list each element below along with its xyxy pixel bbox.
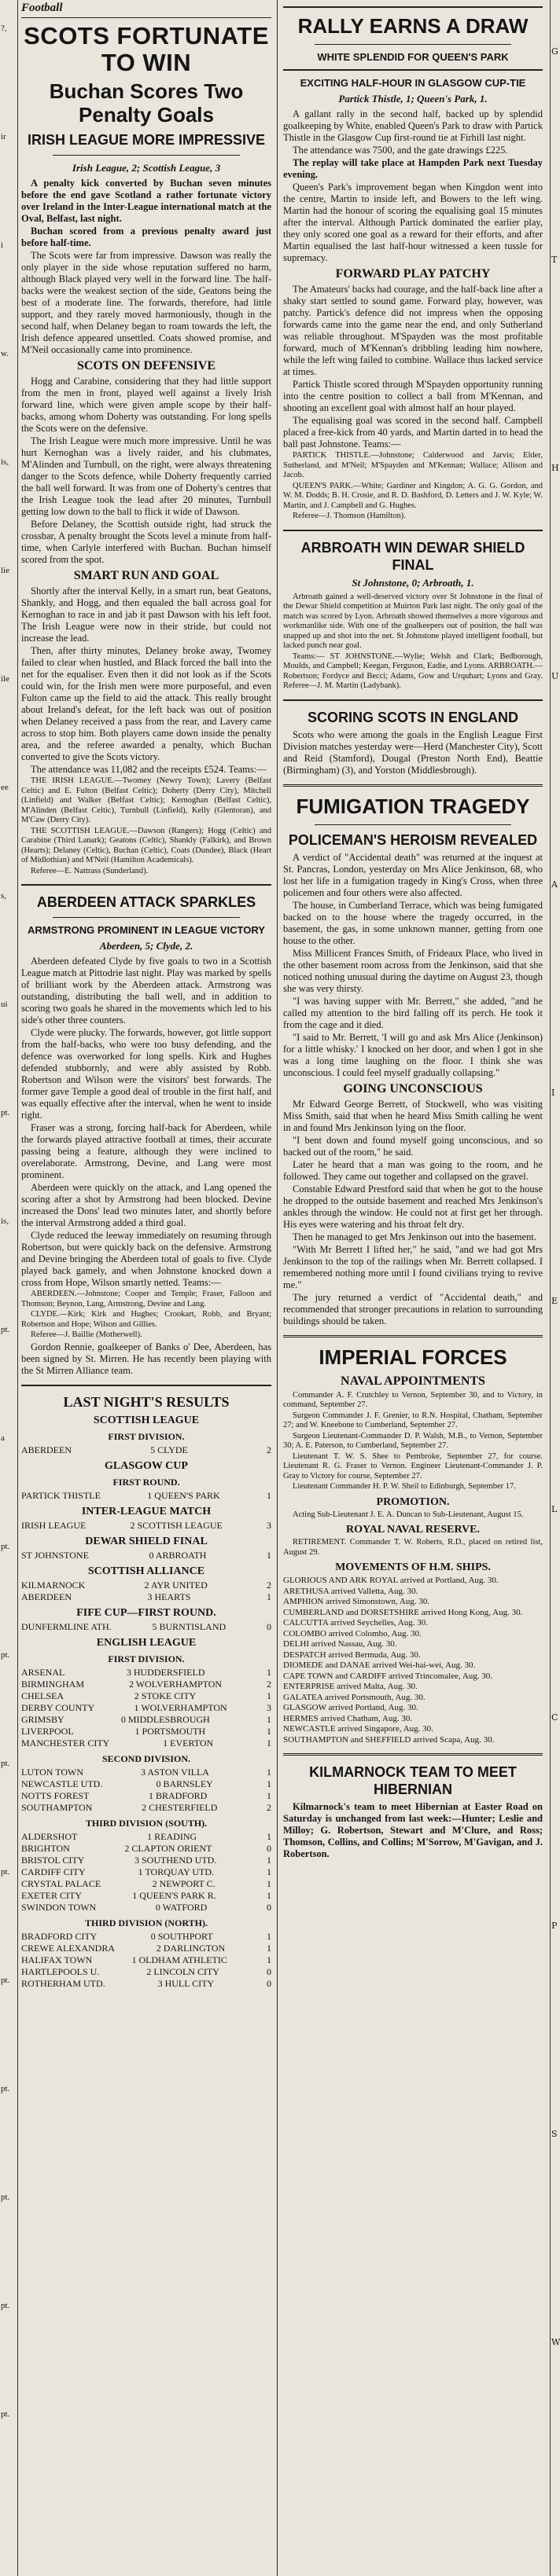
article-kilmarnock xyxy=(283,1763,543,1860)
results-section-heading: SCOTTISH ALLIANCE xyxy=(87,1565,205,1577)
result-row xyxy=(21,1943,271,1954)
home-score-away-team: 2 NEWPORT C. xyxy=(152,1877,216,1889)
ship-movement-item: AMPHION arrived Simonstown, Aug. 30. xyxy=(283,1597,430,1606)
home-score-away-team: 2 WOLVERHAMPTON xyxy=(128,1678,223,1690)
article-paragraph: Kilmarnock's team to meet Hibernian at Easter Road on Saturday is unchanged from last week:—Hunter; Leslie and Milloy; G. Robertson, Stewart and M'Clure, and Ross; Thomson, Collins, and Collins; M'Sorrow, M'Gavigan, and J. Robertson. xyxy=(283,1801,543,1859)
home-score-away-team: 3 HULL CITY xyxy=(157,1977,215,1989)
away-score: 1 xyxy=(266,1854,271,1866)
home-team: CARDIFF CITY xyxy=(21,1866,86,1877)
dateline-rally: Partick Thistle, 1; Queen's Park, 1. xyxy=(338,93,488,105)
edge-text-fragment: pt. xyxy=(1,2193,10,2202)
article-paragraph: Scots who were among the goals in the English League First Division matches yesterday were—Herd (Manchester City), Scott and Reid (Stamford), Dougal (Preston North End), Beattie (Birmingham) (3), and Yorston (Middlesbrough). xyxy=(283,728,543,776)
ship-movement-item: CALCUTTA arrived Seychelles, Aug. 30. xyxy=(283,1618,428,1627)
article-fumigation xyxy=(283,794,543,1327)
home-team: BRADFORD CITY xyxy=(21,1930,98,1942)
edge-text-fragment: pt. xyxy=(1,2301,10,2310)
edge-text-fragment: G xyxy=(551,46,558,57)
right-column xyxy=(283,0,543,2576)
results-division-heading: FIRST ROUND. xyxy=(112,1476,180,1488)
results-division-heading: FIRST DIVISION. xyxy=(108,1653,185,1664)
home-team: BIRMINGHAM xyxy=(21,1678,85,1690)
ship-movement-item: ENTERPRISE arrived Malta, Aug. 30. xyxy=(283,1682,418,1691)
home-team: LIVERPOOL xyxy=(21,1725,74,1737)
result-row xyxy=(21,1954,271,1966)
home-score-away-team: 3 HEARTS xyxy=(147,1591,191,1602)
home-team: BRIGHTON xyxy=(21,1842,70,1854)
article-rally-draw xyxy=(283,6,543,522)
article-paragraph: Partick Thistle scored through M'Spayden opportunity running into the centre position to collect a ball from M'Kennan, and shooting an excellent goal with almost half an hour played. xyxy=(283,379,543,413)
edge-text-fragment: W xyxy=(551,2337,560,2347)
home-score-away-team: 2 LINCOLN CITY xyxy=(146,1965,219,1977)
results-section-heading: ENGLISH LEAGUE xyxy=(96,1636,197,1649)
deck-armstrong: ARMSTRONG PROMINENT IN LEAGUE VICTORY xyxy=(28,924,265,936)
home-team: LUTON TOWN xyxy=(21,1766,83,1778)
home-team: BRISTOL CITY xyxy=(21,1854,85,1866)
home-score-away-team: 1 QUEEN'S PARK xyxy=(147,1489,220,1501)
away-score: 0 xyxy=(267,1620,271,1632)
home-team: HALIFAX TOWN xyxy=(21,1954,93,1965)
result-row xyxy=(21,1878,271,1890)
headline-imperial-forces: IMPERIAL FORCES xyxy=(319,1345,507,1369)
home-team: MANCHESTER CITY xyxy=(21,1737,110,1749)
result-row xyxy=(21,1866,271,1878)
away-score: 1 xyxy=(266,1789,271,1801)
article-arbroath xyxy=(283,539,543,692)
left-page-edge xyxy=(0,0,18,2576)
edge-text-fragment: a xyxy=(1,1433,5,1443)
subhead-buchan-penalties: Buchan Scores Two Penalty Goals xyxy=(49,79,244,127)
edge-text-fragment: L xyxy=(551,1504,558,1514)
article-paragraph: The Amateurs' backs had courage, and the half-back line after a shaky start settled to sound game. Forward play, however, was patchy. Partick's defence did not impress when the opposing forwards came into the game near the end, and only Sutherland was reliable throughout. M'Spayden was the most profitable forward, much of M'Kennan's dribbling leading him nowhere, while the left wing failed to combine. Wallace thus lacked service at times. xyxy=(283,284,543,377)
results-section-heading: SCOTTISH LEAGUE xyxy=(93,1414,200,1426)
results-division-heading: THIRD DIVISION (SOUTH). xyxy=(85,1817,208,1829)
section-divider xyxy=(21,884,271,886)
away-score: 0 xyxy=(267,1965,271,1977)
team-listing: QUEEN'S PARK.—White; Gardiner and Kingdon; A. G. G. Gordon, and W. M. Dodds; B. H. Crosie, and R. D. Bashford, D. Letters and J. W. Kyle; W. Martin, and J. Campbell and G. Hughes. xyxy=(283,481,543,510)
article-paragraph: The house, in Cumberland Terrace, which was being fumigated backed on to the house where the tragedy occurred, in the basement, the gas, in some unknown manner, getting from one house to the other. xyxy=(283,899,543,946)
results-division-heading: THIRD DIVISION (NORTH). xyxy=(85,1917,208,1928)
away-score: 1 xyxy=(266,1591,271,1602)
home-score-away-team: 1 EVERTON xyxy=(163,1737,214,1749)
result-row xyxy=(21,1550,271,1561)
away-score: 1 xyxy=(266,1713,271,1725)
crosshead-naval-appointments: NAVAL APPOINTMENTS xyxy=(341,1374,485,1388)
edge-text-fragment: pt. xyxy=(1,1542,10,1551)
deck-policeman-heroism: POLICEMAN'S HEROISM REVEALED xyxy=(288,831,538,848)
team-listing: CLYDE.—Kirk; Kirk and Hughes; Crookart, Robb, and Bryant; Robertson and Hope; Wilson and Gillies. xyxy=(21,1310,271,1329)
article-aberdeen xyxy=(21,894,271,1377)
away-score: 1 xyxy=(266,1866,271,1877)
result-row xyxy=(21,1778,271,1790)
home-score-away-team: 0 BARNSLEY xyxy=(156,1778,213,1789)
article-paragraph: The jury returned a verdict of "Accidental death," and recommended that stronger precautions in relation to surrounding buildings should be taken. xyxy=(283,1291,543,1327)
away-score: 1 xyxy=(267,1737,271,1749)
home-score-away-team: 1 QUEEN'S PARK R. xyxy=(132,1889,216,1901)
edge-text-fragment: ee xyxy=(1,783,9,792)
away-score: 2 xyxy=(266,1678,271,1690)
edge-text-fragment: pt. xyxy=(1,1650,10,1660)
results-division-heading: SECOND DIVISION. xyxy=(101,1752,191,1764)
edge-text-fragment: ?, xyxy=(1,24,7,33)
results-section-heading: FIFE CUP—FIRST ROUND. xyxy=(76,1606,216,1619)
article-paragraph: The Scots were far from impressive. Dawson was really the only player in the side whose reputation suffered no harm, although Black played very well in the forward line. The half-backs were the weakest section of the side, Geatons being the best of a moderate line. The forwards, therefore, had little support, and they rarely moved harmoniously, though in the second half, when Delaney began to roam towards the left, the Irish defence appeared unsettled. Coats showed promise, and M'Neil occasionally came into prominence. xyxy=(21,250,271,355)
away-score: 3 xyxy=(266,1701,271,1713)
home-team: CREWE ALEXANDRA xyxy=(21,1942,115,1954)
right-page-edge xyxy=(550,0,559,2576)
home-score-away-team: 2 DARLINGTON xyxy=(156,1942,226,1954)
result-row xyxy=(21,1714,271,1726)
results-title: LAST NIGHT'S RESULTS xyxy=(63,1393,230,1410)
edge-text-fragment: H xyxy=(551,463,559,473)
home-team: GRIMSBY xyxy=(21,1713,64,1725)
referee-line: Referee—J. Thomson (Hamilton). xyxy=(293,512,406,520)
away-score: 2 xyxy=(266,1444,271,1455)
article-paragraph: Constable Edward Prestford said that when he got to the house he dropped to the outside basement and reached Mrs Jenkinson's ankles through the window. He could not at first get her through. His eyes were watering and his throat felt dry. xyxy=(283,1183,543,1230)
away-score: 1 xyxy=(266,1690,271,1701)
edge-text-fragment: ile xyxy=(1,674,9,684)
edge-text-fragment: pt. xyxy=(1,1108,10,1117)
article-paragraph: Queen's Park's improvement began when Kingdon went into the centre, Martin to inside left, and Bowers to the left wing. Martin had the honour of scoring the equalising goal 15 minutes after the interval. Although Partick dominated the earlier play, they only scored one goal as a reward for their efforts, and after Martin equalised the last half-hour witnessed a keen tussle for supremacy. xyxy=(283,182,543,263)
article-paragraph: The equalising goal was scored in the second half. Campbell placed a free-kick from 40 yards, and Martin darted in to head the ball past Johnstone. Teams:— xyxy=(283,415,543,450)
subhead-exciting-half-hour: EXCITING HALF-HOUR IN GLASGOW CUP-TIE xyxy=(300,77,526,89)
crosshead-promotion: PROMOTION. xyxy=(376,1495,450,1508)
edge-text-fragment: S xyxy=(551,2129,558,2139)
ship-movement-item: SOUTHAMPTON and SHEFFIELD arrived Scapa, Aug. 30. xyxy=(283,1734,495,1745)
results-table xyxy=(21,1394,271,1990)
crosshead-movements: MOVEMENTS OF H.M. SHIPS. xyxy=(335,1561,491,1573)
home-score-away-team: 0 MIDDLESBROUGH xyxy=(120,1713,210,1725)
away-score: 2 xyxy=(266,1579,271,1591)
headline-scots-fortunate: SCOTS FORTUNATE TO WIN xyxy=(24,22,269,76)
edge-text-fragment: C xyxy=(551,1712,558,1723)
edge-text-fragment: ir xyxy=(1,132,6,141)
crosshead-scots-defensive: SCOTS ON DEFENSIVE xyxy=(76,359,216,372)
edge-text-fragment: pt. xyxy=(1,1325,10,1334)
edge-text-fragment: pt. xyxy=(1,1867,10,1877)
home-score-away-team: 1 TORQUAY UTD. xyxy=(138,1866,215,1877)
edge-text-fragment: T xyxy=(551,255,558,265)
home-team: CHELSEA xyxy=(21,1690,64,1701)
home-score-away-team: 2 CLAPTON ORIENT xyxy=(124,1842,212,1854)
home-team: NOTTS FOREST xyxy=(21,1789,90,1801)
divider xyxy=(315,824,511,825)
article-paragraph: Surgeon Commander J. F. Grenier, to R.N. Hospital, Chatham, September 27; and W. Kneebone to Cumberland, September 27. xyxy=(283,1411,543,1429)
away-score: 2 xyxy=(267,1801,271,1813)
crosshead-going-unconscious: GOING UNCONSCIOUS xyxy=(343,1081,483,1095)
article-paragraph: Buchan scored from a previous penalty award just before half-time. xyxy=(21,226,271,248)
home-score-away-team: 0 WATFORD xyxy=(155,1901,208,1913)
edge-text-fragment: s, xyxy=(1,891,7,901)
edge-text-fragment: is, xyxy=(1,1216,9,1226)
article-paragraph: The attendance was 7500, and the gate drawings £225. xyxy=(293,145,508,156)
home-team: NEWCASTLE UTD. xyxy=(21,1778,103,1789)
edge-text-fragment: pt. xyxy=(1,2084,10,2093)
team-listing: Teams:— ST JOHNSTONE.—Wylie; Welsh and Clark; Bedborough, Moulds, and Campbell; Keegan, Ferguson, Eadie, and Lyons. ARBROATH.—Robertson; Fordyce and Becci; Adams, Gow and Urquhart; Lyons and Gray. Referee—J. M. Martin (Ladybank). xyxy=(283,651,543,690)
article-paragraph: The replay will take place at Hampden Park next Tuesday evening. xyxy=(283,157,543,180)
headline-rally-draw: RALLY EARNS A DRAW xyxy=(297,14,529,38)
ship-movement-item: DIOMEDE and DANAE arrived Wei-hai-wei, Aug. 30. xyxy=(283,1660,476,1670)
article-paragraph: Lieutenant Commander H. P. W. Sheil to Edinburgh, September 17. xyxy=(293,1482,516,1491)
article-paragraph: Later he heard that a man was going to the room, and he followed. They came out together and collapsed on the gravel. xyxy=(283,1158,543,1182)
home-team: ABERDEEN xyxy=(21,1591,72,1602)
headline-aberdeen: ABERDEEN ATTACK SPARKLES xyxy=(36,894,256,910)
ship-movement-item: HERMES arrived Chatham, Aug. 30. xyxy=(283,1713,413,1723)
dateline-aberdeen: Aberdeen, 5; Clyde, 2. xyxy=(99,940,193,952)
article-paragraph: Hogg and Carabine, considering that they had little support from the men in front, played well against a lively Irish forward line, which were given ample scope by their half-backs, among whom Doherty was outstanding. For long spells the Scots were on the defensive. xyxy=(21,376,271,434)
home-score-away-team: 1 WOLVERHAMPTON xyxy=(134,1701,227,1713)
home-score-away-team: 0 SOUTHPORT xyxy=(150,1930,213,1942)
article-paragraph: Before Delaney, the Scottish outside right, had struck the crossbar, A penalty brought the Scots level a minute from half-time, when Carlyle interfered with Buchan. Buchan himself scored from the spot. xyxy=(21,519,271,565)
home-score-away-team: 0 ARBROATH xyxy=(149,1549,207,1561)
team-listing: THE IRISH LEAGUE.—Twomey (Newry Town); Lavery (Belfast Celtic) and E. Fulton (Belfast Celtic); Doherty (Derry City), Mitchell (Linfield) and Walker (Belfast Celtic); Kernoghan (Belfast Celtic), M'Alinden (Belfast Celtic), Turnbull (Linfield), Kelly (Glentoran), and M'Caw (Derry City). xyxy=(21,776,271,824)
article-paragraph: Miss Millicent Frances Smith, of Frideaux Place, who lived in the other basement room across from the Jenkinson, said that she noticed nothing unusual during the daytime on August 23, though she was very thirsty. xyxy=(283,947,543,994)
edge-text-fragment: pt. xyxy=(1,1976,10,1985)
result-row xyxy=(21,1843,271,1855)
home-team: IRISH LEAGUE xyxy=(21,1519,87,1531)
away-score: 1 xyxy=(267,1889,271,1901)
home-team: SWINDON TOWN xyxy=(21,1901,97,1913)
article-paragraph: Gordon Rennie, goalkeeper of Banks o' Dee, Aberdeen, has been signed by St. Mirren. He has recently been playing with the St Mirren Alliance team. xyxy=(21,1341,271,1376)
away-score: 1 xyxy=(267,1830,271,1842)
home-score-away-team: 2 SCOTTISH LEAGUE xyxy=(130,1519,223,1531)
result-row xyxy=(21,1679,271,1690)
result-row xyxy=(21,1444,271,1456)
result-row xyxy=(21,1790,271,1802)
home-team: SOUTHAMPTON xyxy=(21,1801,93,1813)
edge-text-fragment: i xyxy=(1,240,4,250)
headline-kilmarnock: KILMARNOCK TEAM TO MEET HIBERNIAN xyxy=(309,1764,517,1797)
home-score-away-team: 5 BURNTISLAND xyxy=(152,1620,227,1632)
article-paragraph: A penalty kick converted by Buchan seven minutes before the end gave Scotland a rather fortunate victory over Ireland in the Inter-League international match at the Oval, Belfast, last night. xyxy=(21,178,271,224)
ship-movement-item: DELHI arrived Nassau, Aug. 30. xyxy=(283,1639,397,1649)
result-row xyxy=(21,1667,271,1679)
edge-text-fragment: is, xyxy=(1,457,9,467)
home-score-away-team: 1 OLDHAM ATHLETIC xyxy=(131,1954,227,1965)
home-team: ABERDEEN xyxy=(21,1444,72,1455)
result-row xyxy=(21,1520,271,1532)
headline-scoring-scots: SCORING SCOTS IN ENGLAND xyxy=(307,709,518,725)
ship-movement-item: DESPATCH arrived Bermuda, Aug. 30. xyxy=(283,1649,421,1660)
results-section-heading: GLASGOW CUP xyxy=(105,1459,188,1472)
away-score: 1 xyxy=(266,1725,271,1737)
result-row xyxy=(21,1738,271,1749)
dateline-scots: Irish League, 2; Scottish League, 3 xyxy=(72,162,221,174)
home-score-away-team: 3 HUDDERSFIELD xyxy=(126,1666,205,1678)
home-score-away-team: 1 BRADFORD xyxy=(148,1789,208,1801)
section-label: Football xyxy=(21,0,271,18)
article-paragraph: Aberdeen were quickly on the attack, and Lang opened the scoring after a shot by Armstrong had been blocked. Devine increased the Dons' lead two minutes later, and shortly before the interval Armstrong added a third goal. xyxy=(21,1182,271,1228)
edge-text-fragment: U xyxy=(551,671,559,681)
away-score: 0 xyxy=(267,1901,271,1913)
result-row xyxy=(21,1802,271,1814)
rally-headline-box xyxy=(283,6,543,71)
article-scoring-scots xyxy=(283,709,543,776)
home-team: DUNFERMLINE ATH. xyxy=(21,1620,112,1632)
home-team: DERBY COUNTY xyxy=(21,1701,95,1713)
article-paragraph: Arbroath gained a well-deserved victory over St Johnstone in the final of the Dewar Shield competition at Muirton Park last night. The only goal of the match was scored by Lyon. Arbroath showed themselves a more vigorous and workmanlike side. With one of the goalkeepers out of position, the ball was snapped up and shot into the net. St Johnstone played intelligent football, but lacked punch near goal. xyxy=(283,592,543,650)
results-section-heading: DEWAR SHIELD FINAL xyxy=(85,1535,208,1547)
section-divider xyxy=(283,1753,543,1756)
article-paragraph: Clyde reduced the leeway immediately on resuming through Robertson, but were quickly back on the defensive. Armstrong and Devine bringing the Aberdeen total of goals to five. Clyde played back gamely, and when Johnstone knocked down a cross from Hope, Wilson smartly netted. Teams:— xyxy=(21,1230,271,1288)
home-team: ALDERSHOT xyxy=(21,1830,78,1842)
edge-text-fragment: w. xyxy=(1,349,9,358)
results-section-heading: INTER-LEAGUE MATCH xyxy=(81,1505,212,1517)
movements-list xyxy=(283,1576,543,1745)
home-team: KILMARNOCK xyxy=(21,1579,86,1591)
result-row xyxy=(21,1978,271,1990)
edge-text-fragment: A xyxy=(551,879,558,890)
article-paragraph: The attendance was 11,082 and the receipts £524. Teams:— xyxy=(31,764,267,775)
section-divider xyxy=(21,1385,271,1386)
result-row xyxy=(21,1902,271,1914)
ship-movement-item: CAPE TOWN and CARDIFF arrived Trincomalee, Aug. 30. xyxy=(283,1671,493,1681)
away-score: 1 xyxy=(266,1930,271,1942)
home-score-away-team: 1 READING xyxy=(147,1830,197,1842)
ship-movement-item: GLASGOW arrived Portland, Aug. 30. xyxy=(283,1703,418,1712)
team-listing: PARTICK THISTLE.—Johnstone; Calderwood and Jarvis; Elder, Sutherland, and M'Neil; M'Spayden and M'Kennan; Wallace; Allison and Jacob. xyxy=(283,451,543,479)
ship-movement-item: GLORIOUS AND ARK ROYAL arrived at Portland, Aug. 30. xyxy=(283,1576,499,1585)
result-row xyxy=(21,1767,271,1778)
article-paragraph: Clyde were plucky. The forwards, however, got little support from the half-backs, who were too busy defending, and the defence was overworked for long spells. Kirk and Hughes defended stubbornly, and were ably assisted by Robb. Robertson and Wilson were the visitors' best forwards. The former gave Temple a good deal of trouble in the first half, and was equally effective after the interval, when he went to inside right. xyxy=(21,1027,271,1121)
deck-irish-league: IRISH LEAGUE MORE IMPRESSIVE xyxy=(27,132,266,148)
edge-text-fragment: ui xyxy=(1,1000,8,1009)
left-column xyxy=(21,0,271,2576)
section-divider xyxy=(283,530,543,531)
ship-movement-item: COLOMBO arrived Colombo, Aug. 30. xyxy=(283,1628,422,1638)
home-team: ARSENAL xyxy=(21,1666,65,1678)
result-row xyxy=(21,1490,271,1502)
away-score: 0 xyxy=(267,1977,271,1989)
deck-white-splendid: WHITE SPLENDID FOR QUEEN'S PARK xyxy=(317,51,509,63)
section-divider xyxy=(283,1335,543,1338)
article-imperial-forces xyxy=(283,1345,543,1746)
home-team: PARTICK THISTLE xyxy=(21,1489,101,1501)
result-row xyxy=(21,1890,271,1902)
result-row xyxy=(21,1690,271,1702)
result-row xyxy=(21,1702,271,1714)
away-score: 1 xyxy=(266,1549,271,1561)
away-score: 1 xyxy=(266,1942,271,1954)
article-paragraph: Shortly after the interval Kelly, in a smart run, beat Geatons, Shankly, and Hogg, and then equaled the ball across goal for Kernoghan to race in and jab it past Dawson with his left foot. The Irish League were now in their stride, but could not increase the lead. xyxy=(21,585,271,644)
article-paragraph: "With Mr Berrett I lifted her," he said, "and we had got Mrs Jenkinson to the top of the railings when Mr. Berrett collapsed. I remembered nothing more until I found civilians trying to revive me." xyxy=(283,1243,543,1290)
crosshead-royal-naval-reserve: ROYAL NAVAL RESERVE. xyxy=(345,1524,481,1536)
result-row xyxy=(21,1831,271,1843)
away-score: 3 xyxy=(267,1519,271,1531)
home-score-away-team: 2 AYR UNITED xyxy=(144,1579,208,1591)
home-team: HARTLEPOOLS U. xyxy=(21,1965,100,1977)
home-score-away-team: 3 ASTON VILLA xyxy=(141,1766,209,1778)
ship-movement-item: ARETHUSA arrived Valletta, Aug. 30. xyxy=(283,1586,418,1596)
away-score: 1 xyxy=(266,1666,271,1678)
away-score: 1 xyxy=(267,1766,271,1778)
dateline-arbroath: St Johnstone, 0; Arbroath, 1. xyxy=(352,576,474,589)
edge-text-fragment: pt. xyxy=(1,2409,10,2419)
away-score: 1 xyxy=(267,1489,271,1501)
article-paragraph: Acting Sub-Lieutenant J. E. A. Duncan to Sub-Lieutenant, August 15. xyxy=(293,1510,524,1519)
edge-text-fragment: lie xyxy=(1,566,9,575)
home-team: CRYSTAL PALACE xyxy=(21,1877,101,1889)
result-row xyxy=(21,1621,271,1633)
section-divider xyxy=(283,784,543,787)
result-row xyxy=(21,1726,271,1738)
article-paragraph: "I said to Mr. Berrett, 'I will go and ask Mrs Alice (Jenkinson) for a little whisky.' I knocked on her door, and when I got in she was a long time laughing on the floor. I think she was unconscious. I could feel myself gradually collapsing." xyxy=(283,1031,543,1078)
section-divider xyxy=(283,699,543,701)
edge-text-fragment: P xyxy=(551,1921,558,1931)
article-paragraph: Lieutenant T. W. S. Shee to Pembroke, September 27, for course. Lieutenant R. G. Fraser to Vernon. Engineer Lieutenant-Commander J. P. Gray to Victory for course, September 27. xyxy=(283,1451,543,1481)
article-paragraph: RETIREMENT. Commander T. W. Roberts, R.D., placed on retired list, August 29. xyxy=(283,1538,543,1557)
headline-fumigation: FUMIGATION TRAGEDY xyxy=(296,794,530,818)
home-score-away-team: 2 CHESTERFIELD xyxy=(142,1801,218,1813)
edge-text-fragment: E xyxy=(551,1296,558,1306)
article-paragraph: "I was having supper with Mr. Berrett," she added, "and he called my attention to the bird falling off its perch. He took it from the cage and it died. xyxy=(283,995,543,1030)
ship-movement-item: NEWCASTLE arrived Singapore, Aug. 30. xyxy=(283,1724,433,1734)
article-paragraph: Mr Edward George Berrett, of Stockwell, who was visiting Miss Smith, said that when he heard Miss Smith calling he went in and found Mrs Jenkinson lying on the floor. xyxy=(283,1098,543,1133)
headline-arbroath: ARBROATH WIN DEWAR SHIELD FINAL xyxy=(300,539,525,573)
article-paragraph: A gallant rally in the second half, backed up by splendid goalkeeping by White, enabled Queen's Park to draw with Partick Thistle in the Glasgow Cup first-round tie at Firhill last night. xyxy=(283,108,543,143)
article-paragraph: "I bent down and found myself going unconscious, and so backed out of the room," he said. xyxy=(283,1134,543,1158)
away-score: 0 xyxy=(267,1842,271,1854)
away-score: 1 xyxy=(267,1877,271,1889)
edge-text-fragment: I xyxy=(551,1088,555,1098)
article-paragraph: Then he managed to get Mrs Jenkinson out into the basement. xyxy=(293,1231,537,1242)
article-paragraph: Aberdeen defeated Clyde by five goals to two in a Scottish League match at Pittodrie last night. Play was marked by spells of brilliant work by the Aberdeen attack. Armstrong was outstanding, distributing the ball well, and in addition to scoring two goals he shared in the movements which led to his side's other three counters. xyxy=(21,956,271,1026)
article-paragraph: Then, after thirty minutes, Delaney broke away, Twomey failed to clear when hustled, and Black forced the ball into the net for the equaliser. Even then it did not look as if the Scots could win, for the Irish men were more purposeful, and even Fulton came up the field to aid the attack. This really brought about Ireland's defeat, for the left back was out of position when Delaney received a pass from the rear, and Lavery came across to stop him. Both players came down inside the penalty area, and the referee awarded a penalty, which Buchan converted to give the Scots victory. xyxy=(21,645,271,762)
team-listing: THE SCOTTISH LEAGUE.—Dawson (Rangers); Hogg (Celtic) and Carabine (Third Lanark); Geatons (Celtic), Shankly (Falkirk), and Brown (Hearts); Delaney (Celtic), Buchan (Celtic), Coats (Dundee), Black (Heart of Midlothian) and M'Neil (Hamilton Academicals). xyxy=(21,826,271,864)
article-paragraph: A verdict of "Accidental death" was returned at the inquest at St. Pancras, London, yesterday on Mrs Alice Jenkinson, 68, who lost her life in a fumigation tragedy in King's Cross, when three policemen and four others were also affected. xyxy=(283,851,543,898)
article-paragraph: Fraser was a strong, forcing half-back for Aberdeen, while the forwards played attractive football at times, their accurate passing being a feature, although they were inclined to overelaborate. Armstrong, Devine, and Lang were most prominent. xyxy=(21,1122,271,1180)
result-row xyxy=(21,1855,271,1866)
results-division-heading: FIRST DIVISION. xyxy=(108,1430,185,1442)
away-score: 1 xyxy=(266,1778,271,1789)
result-row xyxy=(21,1966,271,1978)
home-score-away-team: 3 SOUTHEND UTD. xyxy=(134,1854,217,1866)
article-paragraph: Surgeon Lieutenant-Commander D. P. Walsh, M.B., to Vernon, September 30; A. E. Paterson, to Cumberland, September 27. xyxy=(283,1431,543,1450)
ship-movement-item: GALATEA arrived Portsmouth, Aug. 30. xyxy=(283,1692,426,1702)
result-row xyxy=(21,1591,271,1603)
divider xyxy=(315,44,511,45)
crosshead-forward-play: FORWARD PLAY PATCHY xyxy=(335,267,491,281)
home-score-away-team: 1 PORTSMOUTH xyxy=(134,1725,206,1737)
article-scots-fortunate xyxy=(21,23,271,876)
article-paragraph: The Irish League were much more impressive. Until he was hurt Kernoghan was a lively raider, and his clubmates, M'Alinden and Turnbull, on the right, were always threatening danger to the Scots defence, while Doherty frequently carried the ball well forward. It was from one of Doherty's centres that the Irish League took the lead after 20 minutes, Turnbull getting low down to the ball to flick it wide of Dawson. xyxy=(21,435,271,517)
referee-line: Referee—E. Nattrass (Sunderland). xyxy=(31,866,149,875)
result-row xyxy=(21,1931,271,1943)
team-listing: ABERDEEN.—Johnstone; Cooper and Temple; Fraser, Falloon and Thomson; Beynon, Lang, Armstrong, Devine and Lang. xyxy=(21,1290,271,1308)
referee-line: Referee—J. Baillie (Motherwell). xyxy=(31,1330,142,1339)
home-team: EXETER CITY xyxy=(21,1889,82,1901)
article-paragraph: Commander A. F. Crutchley to Vernon, September 30, and to Victory, in command, September 27. xyxy=(283,1390,543,1409)
home-team: ROTHERHAM UTD. xyxy=(21,1977,105,1989)
crosshead-smart-run: SMART RUN AND GOAL xyxy=(73,569,219,582)
home-score-away-team: 2 STOKE CITY xyxy=(134,1690,197,1701)
home-score-away-team: 5 CLYDE xyxy=(150,1444,188,1455)
away-score: 1 xyxy=(267,1954,271,1965)
divider xyxy=(53,155,240,156)
home-team: ST JOHNSTONE xyxy=(21,1549,89,1561)
column-rule xyxy=(277,0,278,2576)
edge-text-fragment: pt. xyxy=(1,1759,10,1768)
divider xyxy=(53,917,240,918)
ship-movement-item: CUMBERLAND and DORSETSHIRE arrived Hong Kong, Aug. 30. xyxy=(283,1607,523,1617)
result-row xyxy=(21,1580,271,1591)
